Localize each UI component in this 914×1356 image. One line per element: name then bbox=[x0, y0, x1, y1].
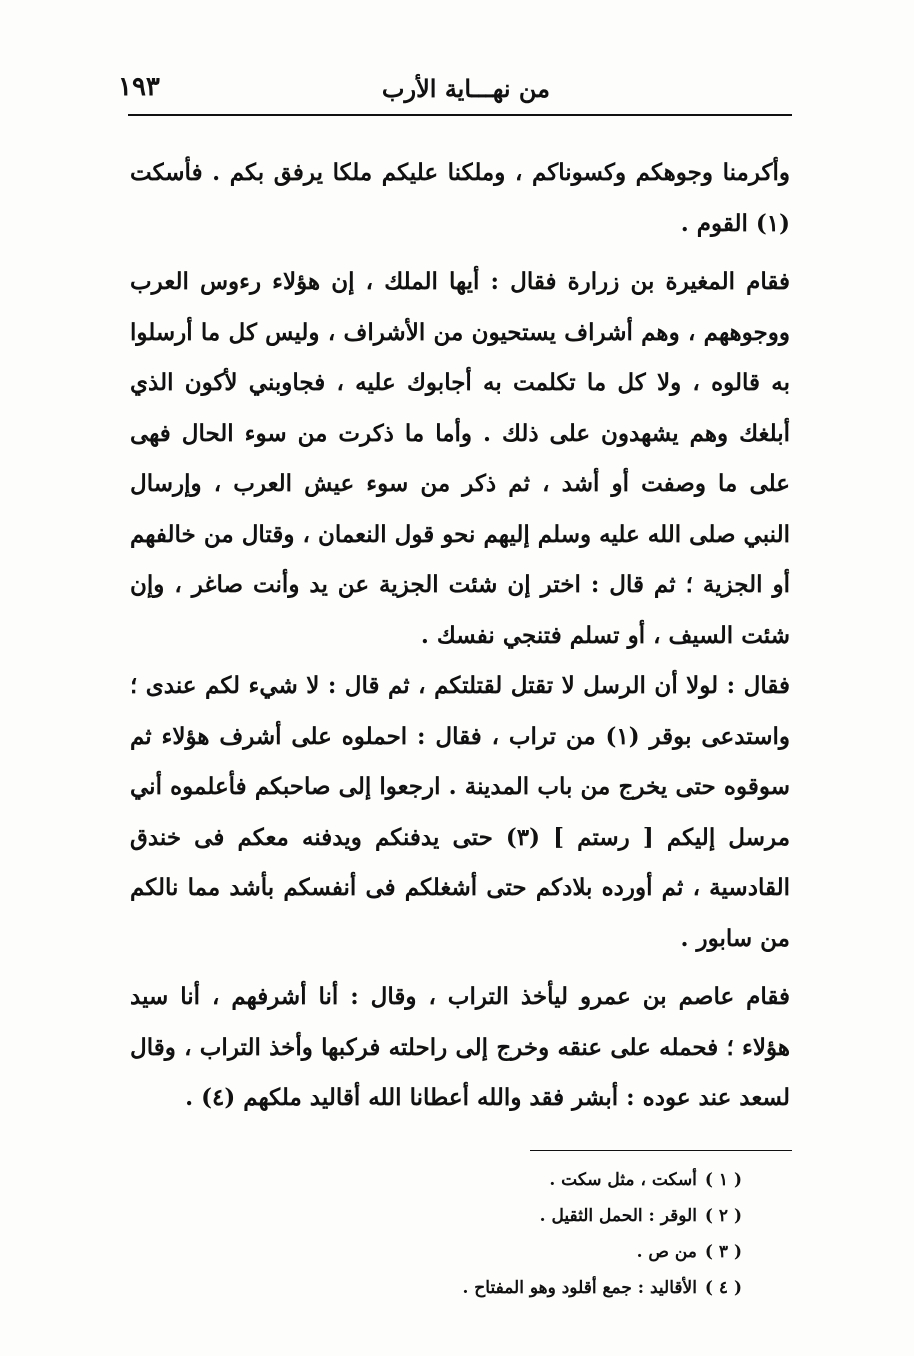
footnote-rule bbox=[530, 1150, 792, 1151]
footnote-2 bbox=[362, 1198, 742, 1234]
main-text bbox=[130, 148, 790, 1124]
footnote-3 bbox=[362, 1234, 742, 1270]
page-number: ١٩٣ bbox=[118, 72, 160, 102]
footnote-text: من ص . bbox=[636, 1242, 697, 1262]
paragraph-1: وأكرمنا وجوهكم وكسوناكم ، وملكنا عليكم ملكا يرفق بكم . فأسكت (١) القوم . bbox=[130, 159, 790, 237]
footnote-text: الوقر : الحمل الثقيل . bbox=[539, 1206, 697, 1226]
paragraph-4: فقام عاصم بن عمرو ليأخذ التراب ، وقال : أنا أشرفهم ، أنا سيد هؤلاء ؛ فحمله على عنقه وخرج إلى راحلته فركبها وأخذ التراب ، وقال لسعد عند عوده : أبشر فقد والله أعطانا الله أقاليد ملكهم (٤) . bbox=[130, 983, 790, 1111]
footnote-4 bbox=[362, 1270, 742, 1306]
footnote-number: ( ٢ ) bbox=[704, 1206, 742, 1226]
footnote-1 bbox=[362, 1162, 742, 1198]
footnote-text: أسكت ، مثل سكت . bbox=[549, 1170, 697, 1190]
footnote-number: ( ٤ ) bbox=[704, 1278, 742, 1298]
footnotes bbox=[362, 1162, 742, 1306]
paragraph-2: فقام المغيرة بن زرارة فقال : أيها الملك ، إن هؤلاء رءوس العرب ووجوههم ، وهم أشراف يستحيون من الأشراف ، وليس كل ما أرسلوا به قالوه ، ولا كل ما تكلمت به أجابوك عليه ، فجاوبني لأكون الذي أبلغك وهم يشهدون على ذلك . وأما ما ذكرت من سوء الحال فهى على ما وصفت أو أشد ، ثم ذكر من سوء عيش العرب ، وإرسال النبي صلى الله عليه وسلم إليهم نحو قول النعمان ، وقتال من خالفهم أو الجزية ؛ ثم قال : اختر إن شئت الجزية عن يد وأنت صاغر ، وإن شئت السيف ، أو تسلم فتنجي نفسك . bbox=[130, 268, 790, 649]
running-title: من نهـــاية الأرب bbox=[381, 74, 550, 103]
footnote-number: ( ١ ) bbox=[704, 1170, 742, 1190]
paragraph-3: فقال : لولا أن الرسل لا تقتل لقتلتكم ، ثم قال : لا شيء لكم عندى ؛ واستدعى بوقر (١) من تراب ، فقال : احملوه على أشرف هؤلاء ثم سوقوه حتى يخرج من باب المدينة . ارجعوا إلى صاحبكم فأعلموه أني مرسل إليكم [ رستم ] (٣) حتى يدفنكم ويدفنه معكم فى خندق القادسية ، ثم أورده بلادكم حتى أشغلكم فى أنفسكم بأشد مما نالكم من سابور . bbox=[130, 672, 791, 952]
page-header bbox=[118, 70, 798, 114]
footnote-number: ( ٣ ) bbox=[704, 1242, 742, 1262]
footnote-text: الأقاليد : جمع أقلود وهو المفتاح . bbox=[462, 1278, 697, 1298]
header-rule bbox=[128, 114, 792, 116]
